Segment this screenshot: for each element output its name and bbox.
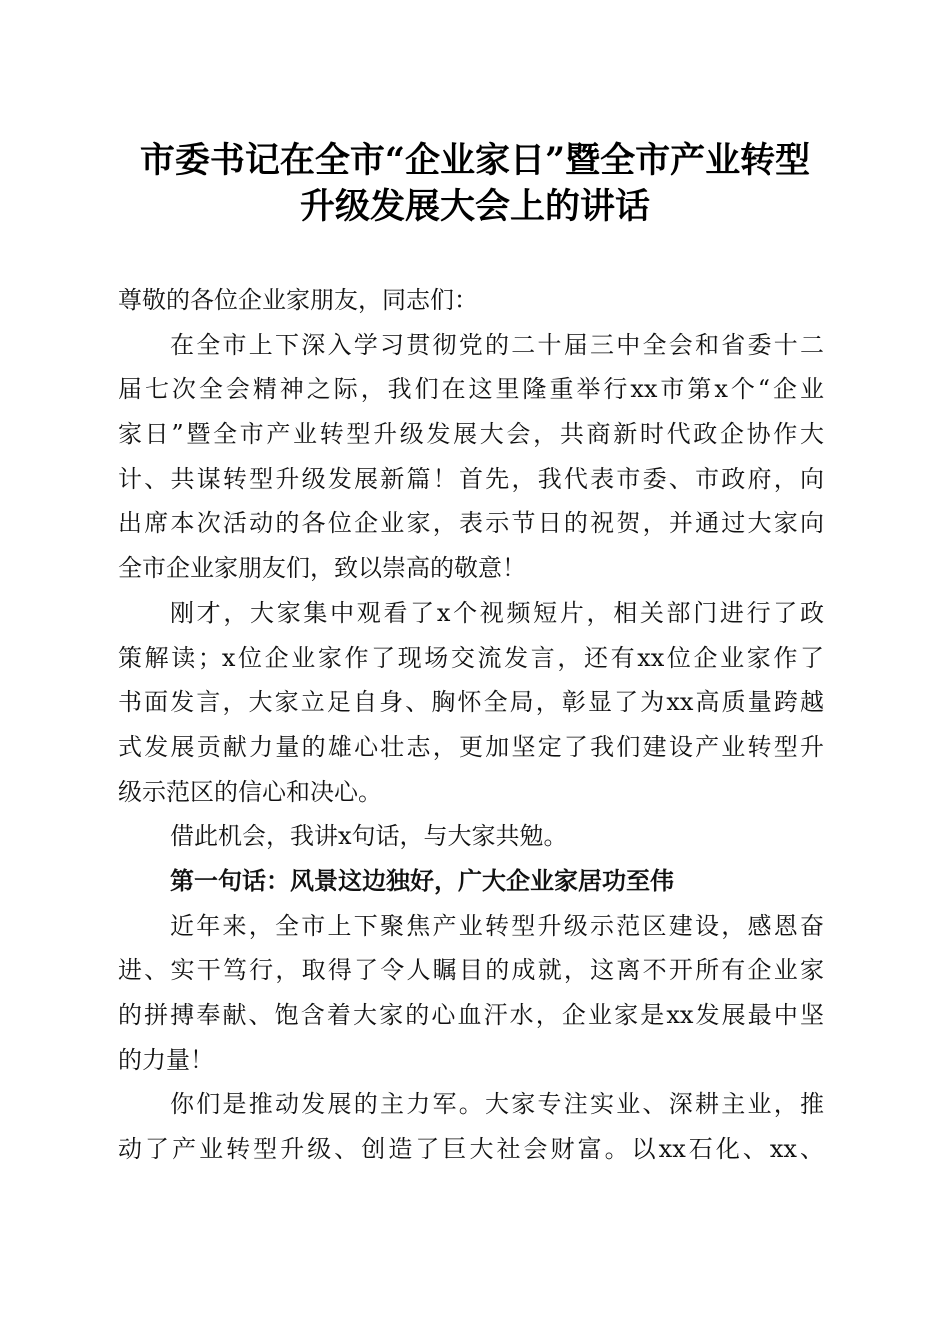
paragraph-4-line-3: 的拼搏奉献、饱含着大家的心血汗水，企业家是xx发展最中坚 xyxy=(118,1001,824,1029)
paragraph-5-line-1: 你们是推动发展的主力军。大家专注实业、深耕主业，推 xyxy=(170,1090,824,1119)
paragraph-1-line-3: 家日”暨全市产业转型升级发展大会，共商新时代政企协作大 xyxy=(118,420,824,449)
paragraph-5-line-2: 动了产业转型升级、创造了巨大社会财富。以xx石化、xx、 xyxy=(118,1135,824,1164)
title-line-2: 升级发展大会上的讲话 xyxy=(299,186,650,227)
paragraph-4-line-2: 进、实干笃行，取得了令人瞩目的成就，这离不开所有企业家 xyxy=(118,956,824,985)
paragraph-2-line-1: 刚才，大家集中观看了x个视频短片，相关部门进行了政 xyxy=(170,598,824,627)
salutation: 尊敬的各位企业家朋友，同志们： xyxy=(118,286,478,314)
section-heading-1: 第一句话：风景这边独好，广大企业家居功至伟 xyxy=(170,865,674,895)
title-line-1: 市委书记在全市“企业家日”暨全市产业转型 xyxy=(139,140,811,181)
paragraph-1-line-4: 计、共谋转型升级发展新篇！首先，我代表市委、市政府，向 xyxy=(118,464,824,493)
paragraph-1-line-1: 在全市上下深入学习贯彻党的二十届三中全会和省委十二 xyxy=(170,330,824,359)
paragraph-2-line-2: 策解读；x位企业家作了现场交流发言，还有xx位企业家作了 xyxy=(118,643,824,672)
document-body xyxy=(118,278,824,1172)
paragraph-2-line-3: 书面发言，大家立足自身、胸怀全局，彰显了为xx高质量跨越 xyxy=(118,688,824,717)
paragraph-4-line-1: 近年来，全市上下聚焦产业转型升级示范区建设，感恩奋 xyxy=(170,911,824,940)
paragraph-3-line-1: 借此机会，我讲x句话，与大家共勉。 xyxy=(170,822,568,851)
paragraph-1-line-2: 届七次全会精神之际，我们在这里隆重举行xx市第x个“企业 xyxy=(118,375,824,404)
paragraph-2-line-4: 式发展贡献力量的雄心壮志，更加坚定了我们建设产业转型升 xyxy=(118,732,824,761)
document-title xyxy=(100,138,850,230)
paragraph-1-line-6: 全市企业家朋友们，致以崇高的敬意！ xyxy=(118,554,526,583)
paragraph-4-line-4: 的力量！ xyxy=(118,1045,214,1074)
paragraph-2-line-5: 级示范区的信心和决心。 xyxy=(118,777,382,806)
paragraph-1-line-5: 出席本次活动的各位企业家，表示节日的祝贺，并通过大家向 xyxy=(118,509,824,538)
